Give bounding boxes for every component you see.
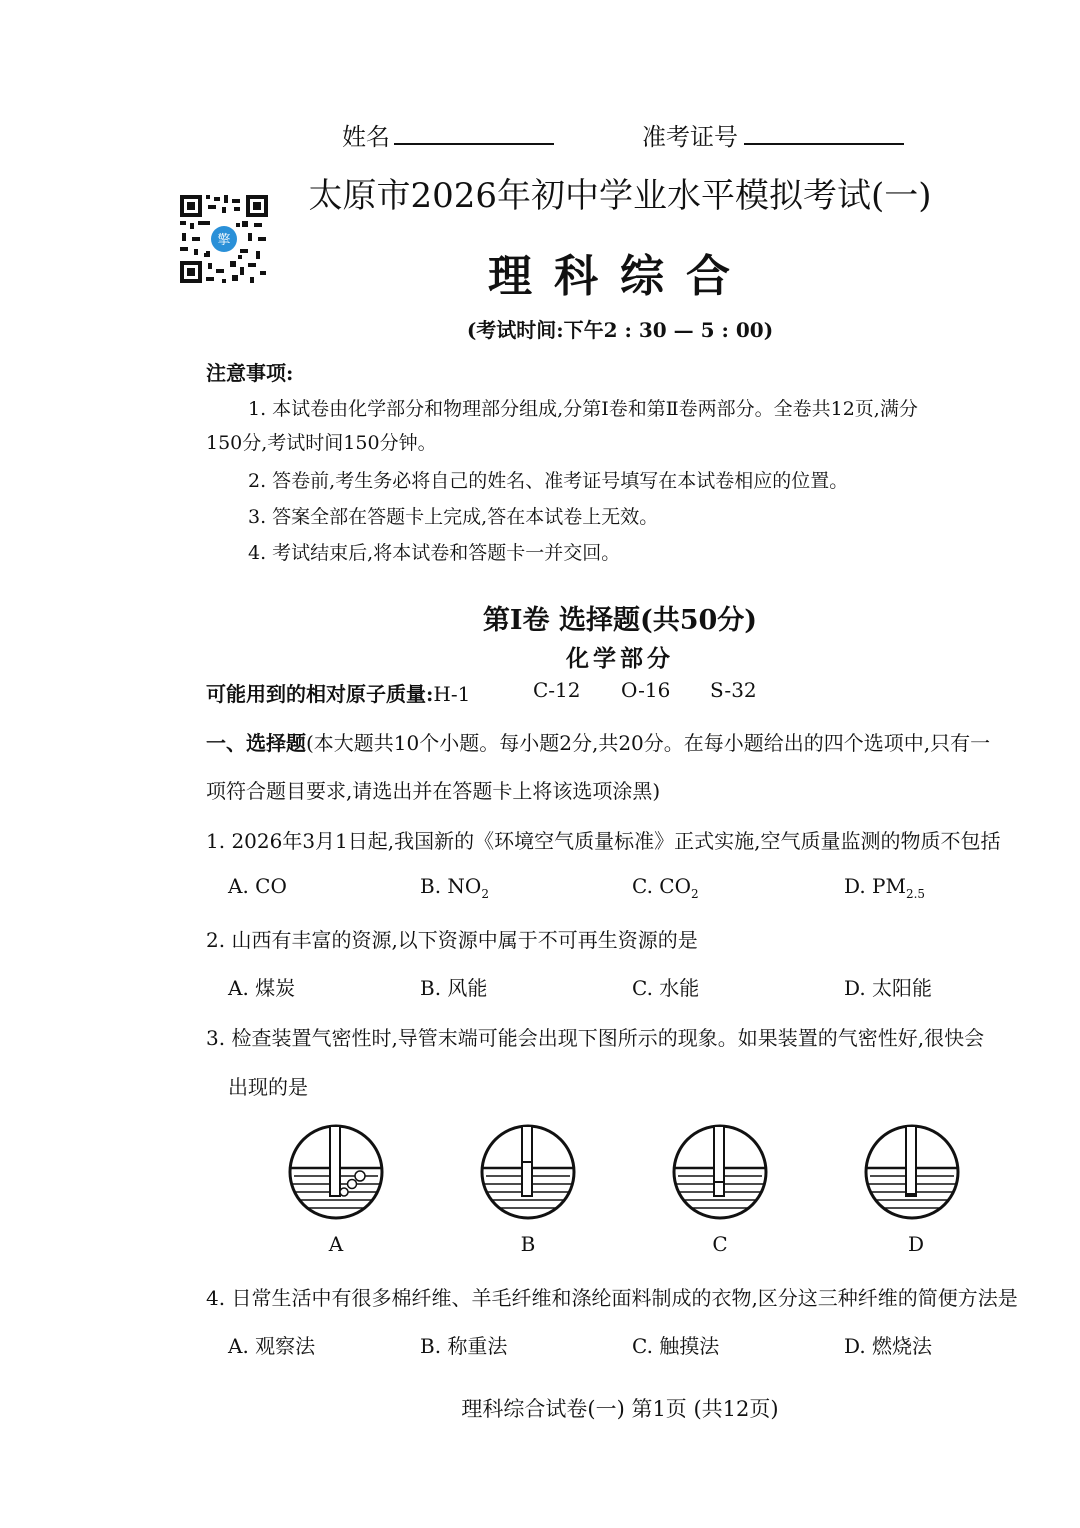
q1-option-c-sub: 2: [691, 887, 699, 901]
notes-heading: 注意事项:: [206, 361, 294, 385]
beaker-figure-c[interactable]: [670, 1122, 770, 1222]
subject-title: 理科综合: [488, 251, 752, 302]
q4-option-d[interactable]: D. 燃烧法: [844, 1334, 933, 1358]
name-field[interactable]: [342, 117, 554, 152]
exam-id-blank[interactable]: [744, 117, 904, 145]
atomic-mass-h: H-1: [433, 682, 471, 706]
name-label: 姓名: [342, 123, 390, 151]
beaker-figure-a[interactable]: [286, 1122, 386, 1222]
q1-option-a[interactable]: [228, 874, 287, 898]
q2-option-c[interactable]: C. 水能: [632, 976, 700, 1000]
q1-option-d[interactable]: [844, 874, 925, 901]
atomic-mass-o: O-16: [621, 678, 671, 702]
note-4: 4. 考试结束后,将本试卷和答题卡一并交回。: [248, 542, 621, 564]
q1-option-b[interactable]: [420, 874, 489, 901]
atomic-mass-label: 可能用到的相对原子质量:: [206, 682, 434, 706]
note-1-cont: 150分,考试时间150分钟。: [206, 432, 437, 454]
exam-title: 太原市2026年初中学业水平模拟考试(一): [308, 176, 932, 216]
q1-option-d-text: D. PM: [844, 874, 906, 898]
note-1: 1. 本试卷由化学部分和物理部分组成,分第Ⅰ卷和第Ⅱ卷两部分。全卷共12页,满分: [248, 398, 918, 420]
q1-option-b-text: B. NO: [420, 874, 482, 898]
qr-center-text: 擎: [217, 233, 231, 248]
atomic-mass-row: [206, 678, 470, 707]
q3-stem: 3. 检查装置气密性时,导管末端可能会出现下图所示的现象。如果装置的气密性好,很快会: [206, 1026, 985, 1050]
q4-stem: 4. 日常生活中有很多棉纤维、羊毛纤维和涤纶面料制成的衣物,区分这三种纤维的简便方法是: [206, 1286, 1018, 1310]
q1-option-b-sub: 2: [481, 887, 489, 901]
exam-time: (考试时间:下午2 : 30 — 5 : 00): [466, 318, 774, 342]
q2-option-d[interactable]: D. 太阳能: [844, 976, 933, 1000]
exam-id-label: 准考证号: [642, 123, 738, 151]
beaker-figure-b[interactable]: [478, 1122, 578, 1222]
instructions-line-1: [206, 727, 990, 756]
note-2: 2. 答卷前,考生务必将自己的姓名、准考证号填写在本试卷相应的位置。: [248, 470, 849, 492]
exam-id-field[interactable]: [642, 117, 904, 152]
note-3: 3. 答案全部在答题卡上完成,答在本试卷上无效。: [248, 506, 659, 528]
atomic-mass-c: C-12: [533, 678, 581, 702]
figure-label-d: D: [907, 1232, 925, 1256]
q4-option-c[interactable]: C. 触摸法: [632, 1334, 720, 1358]
q1-option-c-text: C. CO: [632, 874, 692, 898]
q2-option-a[interactable]: A. 煤炭: [228, 976, 296, 1000]
q1-option-c[interactable]: [632, 874, 699, 901]
name-blank[interactable]: [394, 117, 554, 145]
q1-option-d-sub: 2.5: [905, 887, 926, 901]
atomic-mass-s: S-32: [710, 678, 757, 702]
q4-option-a[interactable]: A. 观察法: [228, 1334, 316, 1358]
q4-option-b[interactable]: B. 称重法: [420, 1334, 508, 1358]
page-footer: 理科综合试卷(一) 第1页 (共12页): [461, 1397, 779, 1421]
section-title: 第Ⅰ卷 选择题(共50分): [482, 605, 758, 636]
part-title: 化学部分: [566, 645, 674, 672]
q2-option-b[interactable]: B. 风能: [420, 976, 488, 1000]
instructions-line-2: 项符合题目要求,请选出并在答题卡上将该选项涂黑): [206, 779, 661, 803]
instructions-heading: 一、选择题: [206, 731, 306, 755]
figure-label-a: A: [328, 1232, 344, 1256]
figure-label-b: B: [520, 1232, 536, 1256]
beaker-figure-d[interactable]: [862, 1122, 962, 1222]
instructions-text-1: (本大题共10个小题。每小题2分,共20分。在每小题给出的四个选项中,只有一: [306, 731, 991, 755]
q1-option-a-text: A. CO: [228, 874, 287, 898]
q1-stem: 1. 2026年3月1日起,我国新的《环境空气质量标准》正式实施,空气质量监测的物质不包括: [206, 829, 1001, 853]
q2-stem: 2. 山西有丰富的资源,以下资源中属于不可再生资源的是: [206, 928, 698, 952]
q3-stem-cont: 出现的是: [228, 1075, 308, 1099]
figure-label-c: C: [712, 1232, 728, 1256]
